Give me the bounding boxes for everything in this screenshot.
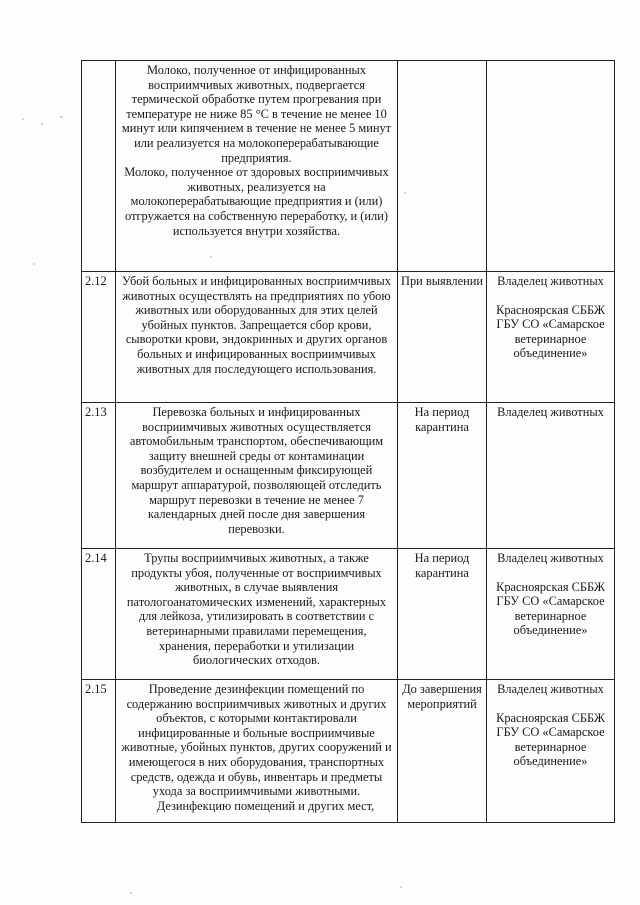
responsible-cell (487, 61, 615, 272)
row-number: 2.13 (82, 403, 116, 549)
measure-paragraph: Проведение дезинфекции помещений по содержанию восприимчивых животных и других объектов, с которыми контактировали инфицированные и больные восприимчивые животные, убойных пунктов, других сооружений и имеющегося в них оборудования, транспортных средств, одежда и обувь, инвентарь и предметы ухода за восприимчивыми животными. (121, 682, 392, 799)
table-row (82, 61, 615, 272)
responsible-cell (487, 272, 615, 403)
scan-speck (400, 886, 402, 888)
table-row (82, 549, 615, 680)
table-row (82, 272, 615, 403)
measure-paragraph: Дезинфекцию помещений и других мест, (156, 798, 375, 813)
measure-text (116, 549, 398, 680)
row-number: 2.14 (82, 549, 116, 680)
responsible-owner: Владелец животных (497, 551, 604, 565)
measure-text (116, 403, 398, 549)
row-number (82, 61, 116, 272)
measures-table (81, 60, 615, 823)
term-cell: На период карантина (398, 549, 487, 680)
responsible-owner: Владелец животных (497, 405, 604, 419)
measure-paragraph: Убой больных и инфицированных восприимчивых животных осуществлять на предприятиях по убою животных или оборудованных для этих целей убойных пунктов. Запрещается сбор крови, сыворотки крови, эндокринных и других органов больных и инфицированных восприимчивых животных для последующего использования. (122, 274, 391, 376)
term-cell: При выявлении (398, 272, 487, 403)
responsible-cell (487, 549, 615, 680)
scan-speck (210, 256, 212, 258)
scan-speck (22, 118, 24, 120)
responsible-cell (487, 403, 615, 549)
scan-speck (404, 192, 406, 194)
measure-paragraph: Молоко, полученное от здоровых восприимчивых животных, реализуется на молокоперерабатывающие предприятия и (или) отгружается на собственную переработку, и (или) используется внутри хозяйства. (124, 165, 389, 238)
responsible-cell (487, 680, 615, 823)
measure-text (116, 272, 398, 403)
measure-text (116, 61, 398, 272)
row-number: 2.15 (82, 680, 116, 823)
measure-paragraph: Перевозка больных и инфицированных восприимчивых животных осуществляется автомобильным транспортом, обеспечивающим защиту внешней среды от контаминации возбудителем и оснащенным фиксирующей маршрут аппаратурой, позволяющей отследить маршрут перевозки в течение не менее 7 календарных дней после дня завершения перевозки. (129, 405, 384, 536)
scan-speck (33, 263, 35, 265)
measure-paragraph: Молоко, полученное от инфицированных восприимчивых животных, подвергается термической обработке путем прогревания при температуре не ниже 85 °С в течение не менее 10 минут или кипячением в течение не менее 5 минут или реализуется на молокоперерабатывающие предприятия. (121, 63, 392, 165)
responsible-owner: Владелец животных (497, 682, 604, 696)
scan-speck (130, 892, 132, 894)
scan-speck (60, 116, 63, 118)
term-cell: До завершения мероприятий (398, 680, 487, 823)
table-row (82, 680, 615, 823)
responsible-vet-service: Красноярская СББЖ ГБУ СО «Самарское ветеринарное объединение» (496, 302, 605, 361)
responsible-vet-service: Красноярская СББЖ ГБУ СО «Самарское ветеринарное объединение» (496, 579, 605, 638)
responsible-owner: Владелец животных (497, 274, 604, 288)
measure-paragraph: Трупы восприимчивых животных, а также продукты убоя, полученные от восприимчивых животных, в случае выявления патологоанатомических изменений, характерных для лейкоза, утилизировать в соответствии с ветеринарными правилами перемещения, хранения, переработки и утилизации биологических отходов. (126, 551, 387, 668)
scan-speck (41, 123, 43, 125)
responsible-vet-service: Красноярская СББЖ ГБУ СО «Самарское ветеринарное объединение» (496, 710, 605, 769)
term-cell (398, 61, 487, 272)
measure-text (116, 680, 398, 823)
row-number: 2.12 (82, 272, 116, 403)
table-row (82, 403, 615, 549)
term-cell: На период карантина (398, 403, 487, 549)
